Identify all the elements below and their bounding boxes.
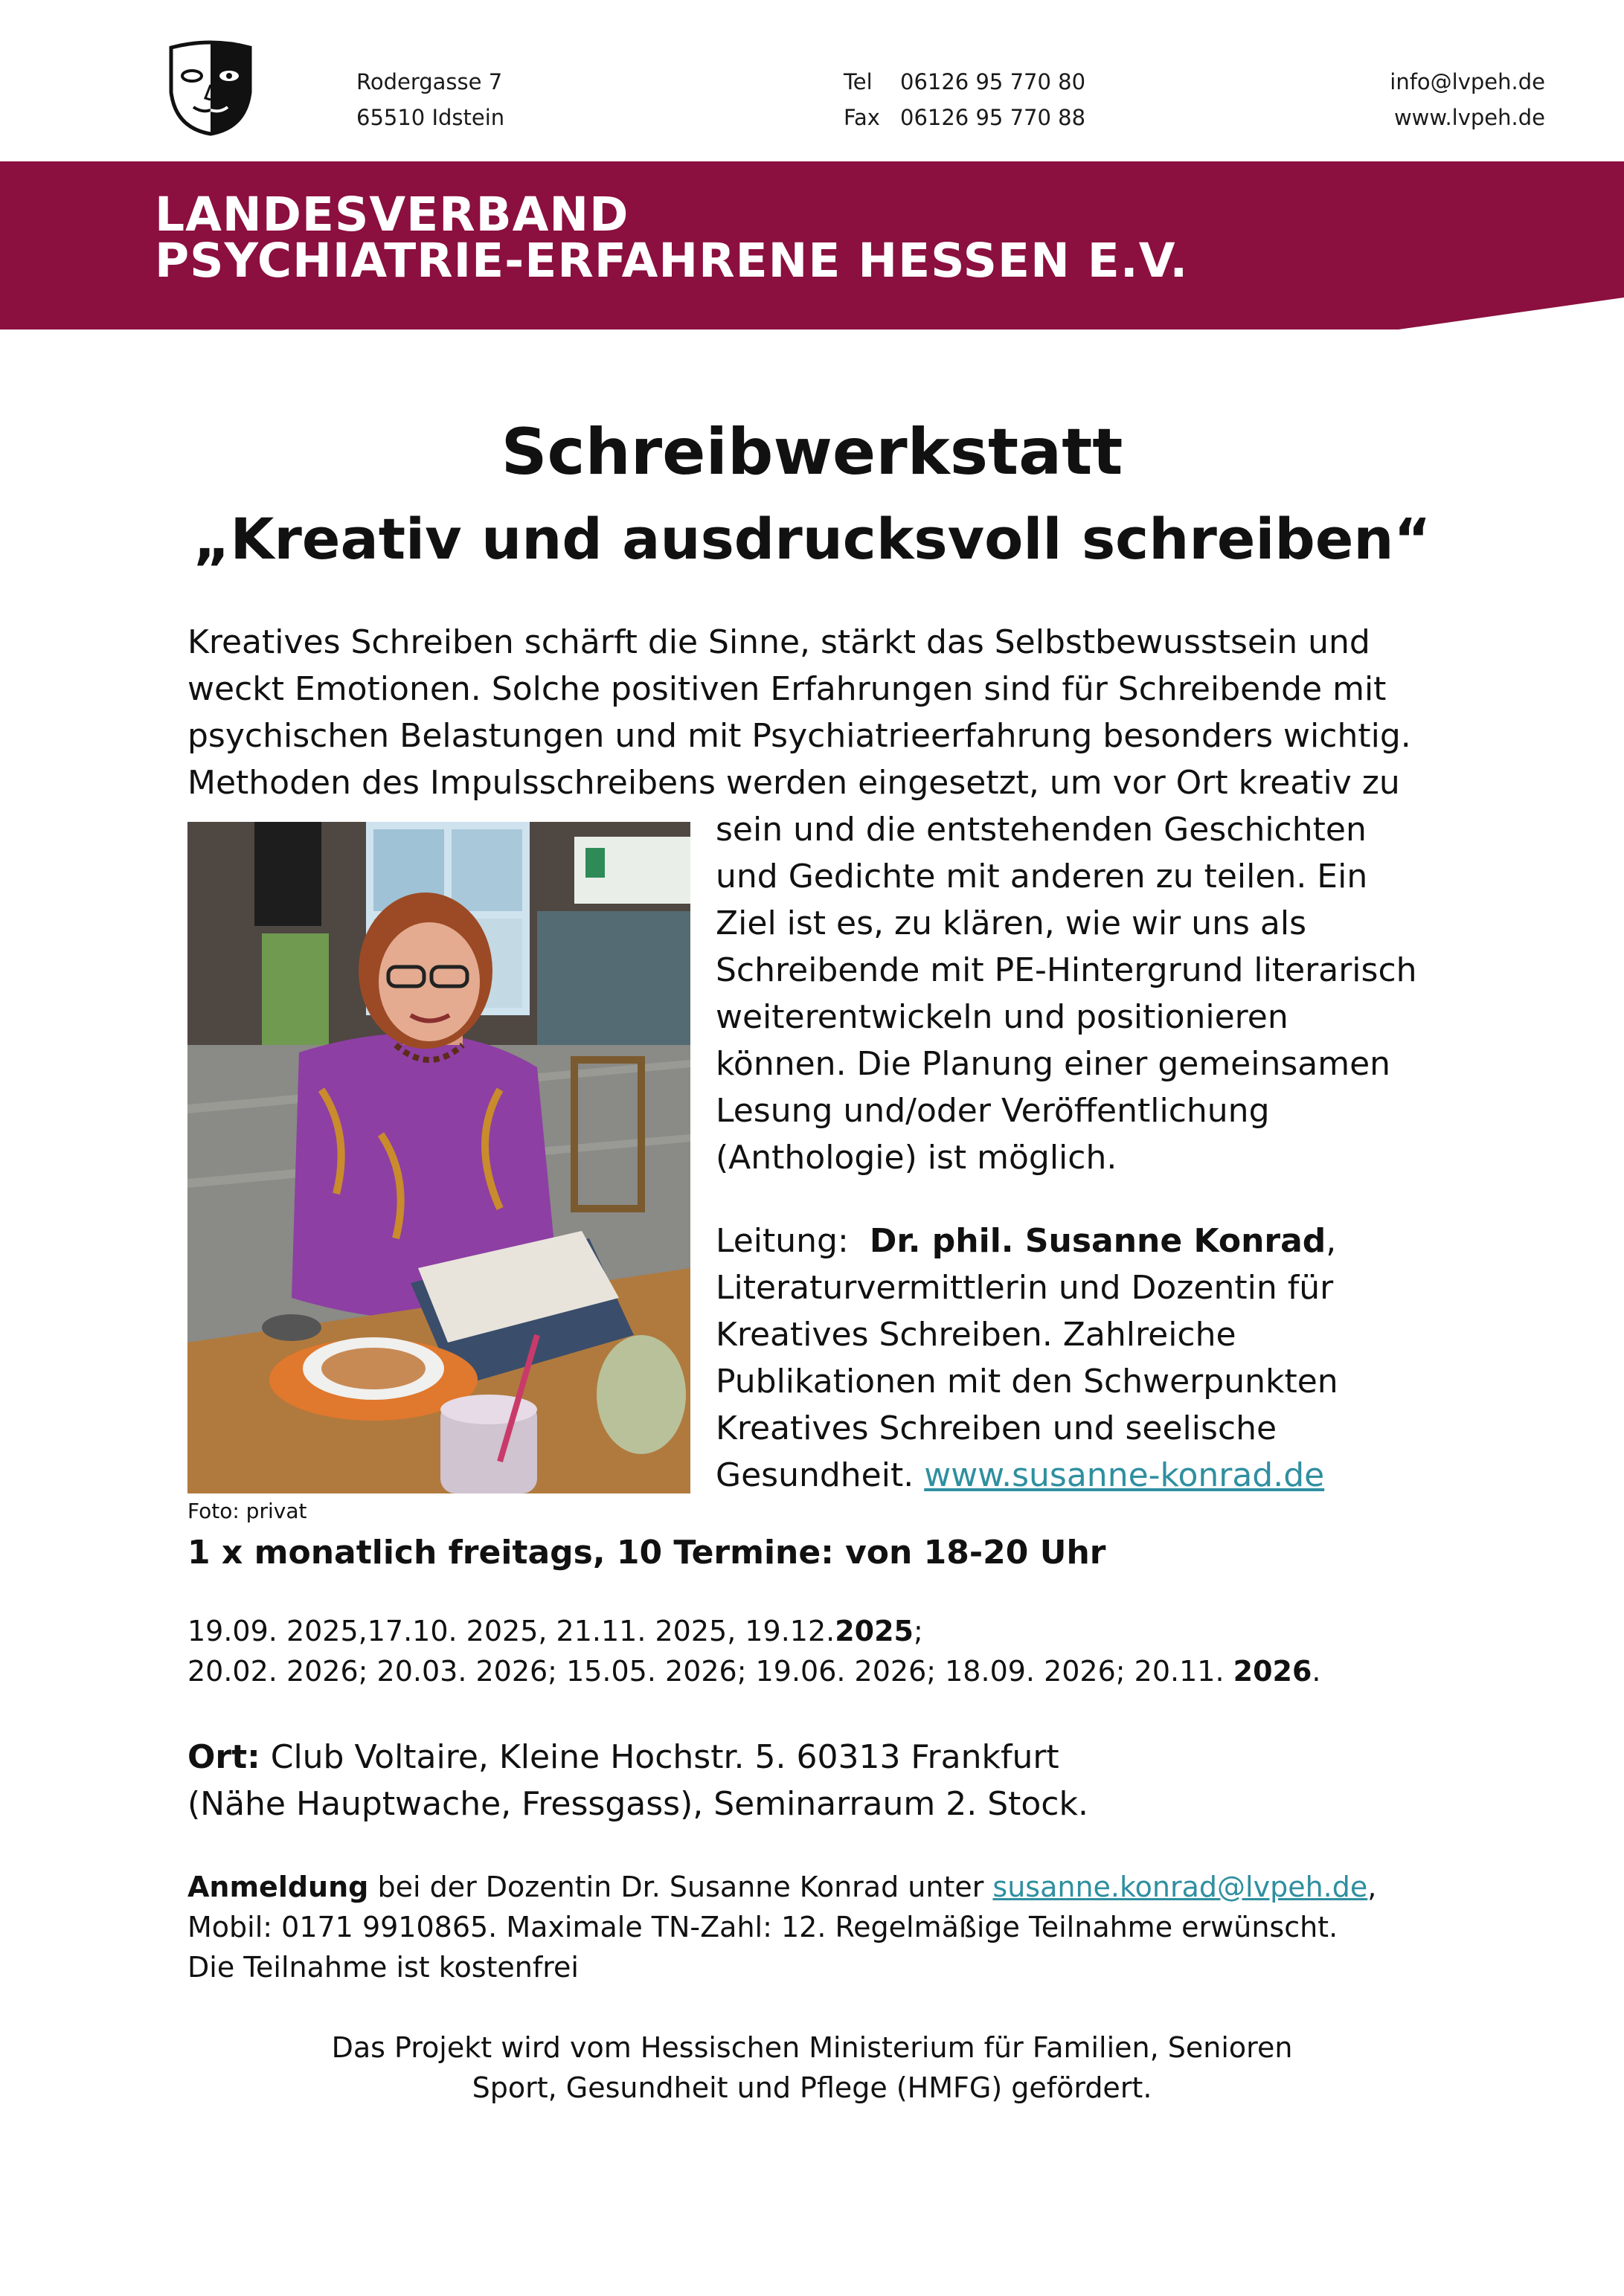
photo-credit: Foto: privat (187, 1499, 307, 1523)
description-line: (Anthologie) ist möglich. (716, 1139, 1117, 1177)
page-title: Schreibwerkstatt (501, 415, 1123, 489)
address-city: 65510 Idstein (356, 105, 505, 130)
leitung-line (716, 1218, 1338, 1264)
banner-line-1: LANDESVERBAND (155, 187, 629, 242)
funding-line-1: Das Projekt wird vom Hessischen Ministerium für Familien, Senioren (331, 2031, 1293, 2064)
registration-line-3: Die Teilnahme ist kostenfrei (187, 1951, 579, 1984)
location-line-1 (187, 1734, 1088, 1781)
location-block (187, 1734, 1088, 1827)
phone-block (844, 64, 1085, 135)
intro-line: Kreatives Schreiben schärft die Sinne, stärkt das Selbstbewusstsein und (187, 623, 1370, 661)
instructor-name: Dr. phil. Susanne Konrad (869, 1222, 1326, 1260)
location-label: Ort: (187, 1738, 260, 1776)
leitung-description-line: Kreatives Schreiben. Zahlreiche (716, 1316, 1236, 1354)
instructor-name-suffix: , (1326, 1222, 1337, 1260)
instructor-website-link[interactable]: www.susanne-konrad.de (924, 1456, 1325, 1494)
dates-text: 19.09. 2025,17.10. 2025, 21.11. 2025, 19.12. (187, 1615, 835, 1647)
dates-year: 2025 (835, 1615, 914, 1647)
leitung-description-line: Literaturvermittlerin und Dozentin für (716, 1269, 1334, 1307)
description-line: Lesung und/oder Veröffentlichung (716, 1092, 1270, 1130)
registration-label: Anmeldung (187, 1871, 369, 1903)
registration-punct: , (1367, 1871, 1377, 1903)
registration-line-2: Mobil: 0171 9910865. Maximale TN-Zahl: 12. Regelmäßige Teilnahme erwünscht. (187, 1911, 1338, 1943)
header-website[interactable]: www.lvpeh.de (1393, 105, 1545, 130)
address-block (356, 64, 504, 135)
description-paragraph (716, 806, 1417, 1181)
leitung-description-line: Kreatives Schreiben und seelische (716, 1409, 1277, 1447)
description-line: Schreibende mit PE-Hintergrund literarisch (716, 951, 1417, 989)
description-line: und Gedichte mit anderen zu teilen. Ein (716, 858, 1368, 895)
web-contact-block (1390, 64, 1545, 135)
dates-punct: . (1312, 1655, 1321, 1688)
registration-text: bei der Dozentin Dr. Susanne Konrad unter (368, 1871, 993, 1903)
dates-list (187, 1611, 1320, 1691)
leitung-paragraph (716, 1218, 1338, 1499)
dates-line-1 (187, 1611, 1320, 1651)
leitung-last-prefix: Gesundheit. (716, 1456, 925, 1494)
fax-label: Fax (844, 105, 880, 130)
registration-email-link[interactable]: susanne.konrad@lvpeh.de (992, 1871, 1368, 1903)
intro-line: Methoden des Impulsschreibens werden eingesetzt, um vor Ort kreativ zu (187, 764, 1400, 802)
leitung-label: Leitung: (716, 1222, 849, 1260)
registration-line-1 (187, 1867, 1376, 1907)
funding-note (0, 2028, 1624, 2108)
organization-name (155, 187, 1189, 288)
dates-text: 20.02. 2026; 20.03. 2026; 15.05. 2026; 19.06. 2026; 18.09. 2026; 20.11. (187, 1655, 1233, 1688)
page-subtitle: „Kreativ und ausdrucksvoll schreiben“ (193, 506, 1431, 572)
intro-line: weckt Emotionen. Solche positiven Erfahrungen sind für Schreibende mit (187, 670, 1387, 708)
fax-value: 06126 95 770 88 (900, 105, 1086, 130)
location-address: Club Voltaire, Kleine Hochstr. 5. 60313 Frankfurt (260, 1738, 1059, 1776)
dates-year: 2026 (1233, 1655, 1312, 1688)
intro-paragraph (187, 619, 1411, 806)
leitung-last-line (716, 1452, 1338, 1499)
registration-block (187, 1867, 1376, 1987)
tel-value: 06126 95 770 80 (900, 69, 1086, 94)
header-email[interactable]: info@lvpeh.de (1390, 69, 1545, 94)
tel-label: Tel (844, 69, 873, 94)
leitung-description-line: Publikationen mit den Schwerpunkten (716, 1363, 1338, 1401)
schedule-heading: 1 x monatlich freitags, 10 Termine: von 18-20 Uhr (187, 1534, 1106, 1572)
funding-line-2: Sport, Gesundheit und Pflege (HMFG) gefördert. (472, 2071, 1152, 2104)
description-line: können. Die Planung einer gemeinsamen (716, 1045, 1391, 1083)
banner-line-2: PSYCHIATRIE-ERFAHRENE HESSEN E.V. (155, 234, 1189, 288)
intro-line: psychischen Belastungen und mit Psychiatrieerfahrung besonders wichtig. (187, 717, 1411, 755)
description-line: sein und die entstehenden Geschichten (716, 811, 1367, 849)
portrait-photo (187, 822, 690, 1493)
location-line-2: (Nähe Hauptwache, Fressgass), Seminarraum 2. Stock. (187, 1785, 1088, 1823)
dates-punct: ; (913, 1615, 923, 1647)
dates-line-2 (187, 1651, 1320, 1691)
address-street: Rodergasse 7 (356, 69, 503, 94)
description-line: Ziel ist es, zu klären, wie wir uns als (716, 904, 1307, 942)
logo-mask-icon (156, 40, 265, 137)
description-line: weiterentwickeln und positionieren (716, 998, 1288, 1036)
